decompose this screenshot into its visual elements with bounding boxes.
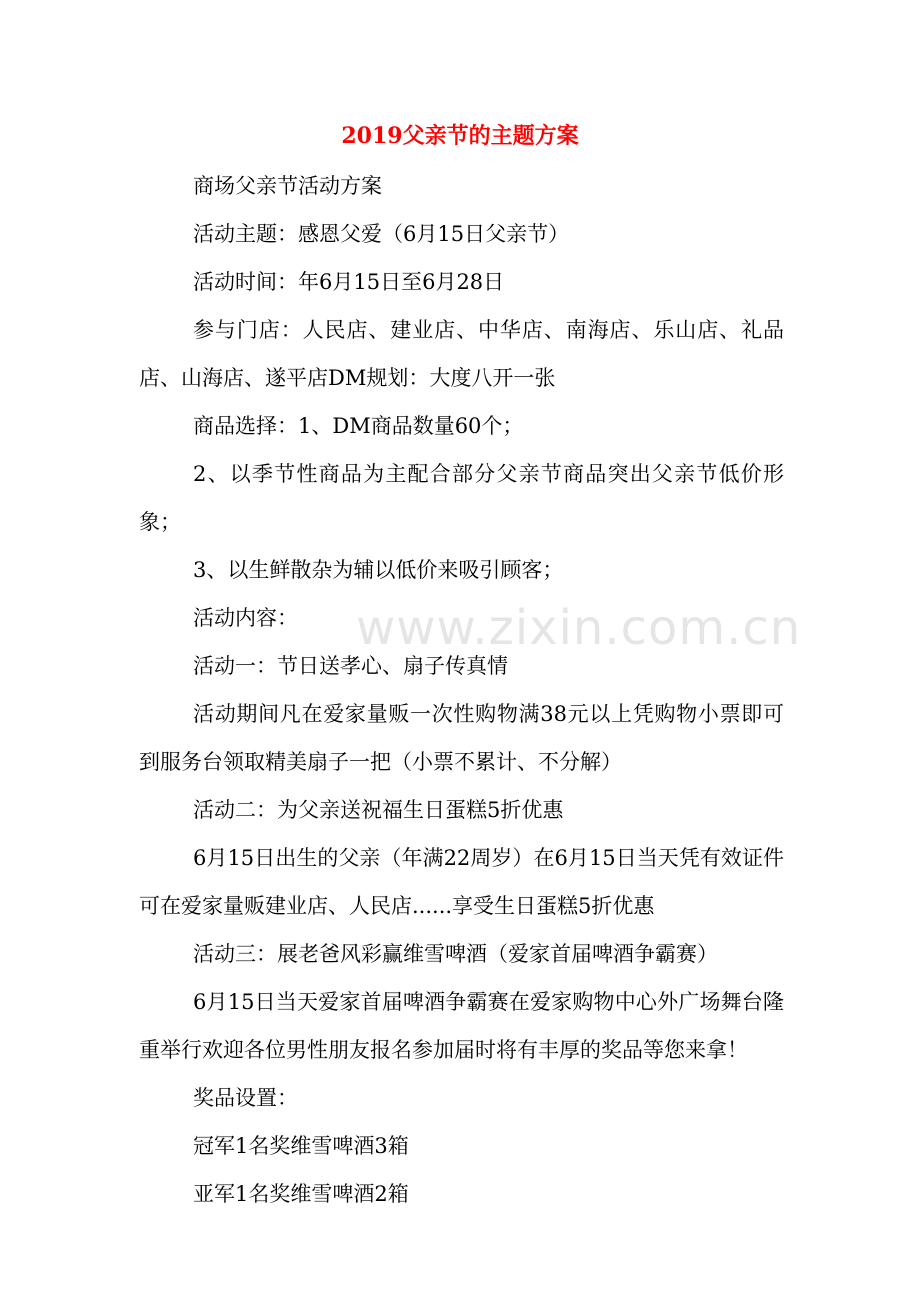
paragraph-activity-2-title: 活动二：为父亲送祝福生日蛋糕5折优惠	[193, 798, 564, 822]
paragraph-activity-2-detail: 6月15日出生的父亲（年满22周岁）在6月15日当天凭有效证件可在爱家量贩建业店、人民店......享受生日蛋糕5折优惠	[139, 846, 784, 918]
paragraph-theme: 活动主题：感恩父爱（6月15日父亲节）	[193, 222, 570, 246]
document-title: 2019父亲节的主题方案	[341, 123, 579, 149]
paragraph-time: 活动时间：年6月15日至6月28日	[193, 270, 505, 294]
paragraph-selection-2: 2、以季节性商品为主配合部分父亲节商品突出父亲节低价形象；	[139, 462, 784, 534]
paragraph-activity-1-title: 活动一：节日送孝心、扇子传真情	[193, 654, 508, 678]
paragraph-store-plan: 商场父亲节活动方案	[193, 174, 382, 198]
paragraph-prize-runner-up: 亚军1名奖维雪啤酒2箱	[193, 1182, 409, 1206]
paragraph-prize-champion: 冠军1名奖维雪啤酒3箱	[193, 1134, 409, 1158]
paragraph-activity-3-title: 活动三：展老爸风彩赢维雪啤酒（爱家首届啤酒争霸赛）	[193, 942, 718, 966]
paragraph-selection-3: 3、以生鲜散杂为辅以低价来吸引顾客；	[193, 558, 564, 582]
paragraph-prizes-heading: 奖品设置：	[193, 1086, 298, 1110]
paragraph-activity-3-detail: 6月15日当天爱家首届啤酒争霸赛在爱家购物中心外广场舞台隆重举行欢迎各位男性朋友报名参加届时将有丰厚的奖品等您来拿！	[139, 990, 784, 1062]
paragraph-stores: 参与门店：人民店、建业店、中华店、南海店、乐山店、礼品店、山海店、遂平店DM规划：大度八开一张	[139, 318, 784, 390]
paragraph-content-heading: 活动内容：	[193, 606, 298, 630]
watermark: www.zixin.com.cn	[356, 600, 802, 656]
document-body	[139, 162, 784, 1218]
paragraph-activity-1-detail: 活动期间凡在爱家量贩一次性购物满38元以上凭购物小票即可到服务台领取精美扇子一把（小票不累计、不分解）	[139, 702, 784, 774]
paragraph-product-selection: 商品选择：1、DM商品数量60个；	[193, 414, 524, 438]
